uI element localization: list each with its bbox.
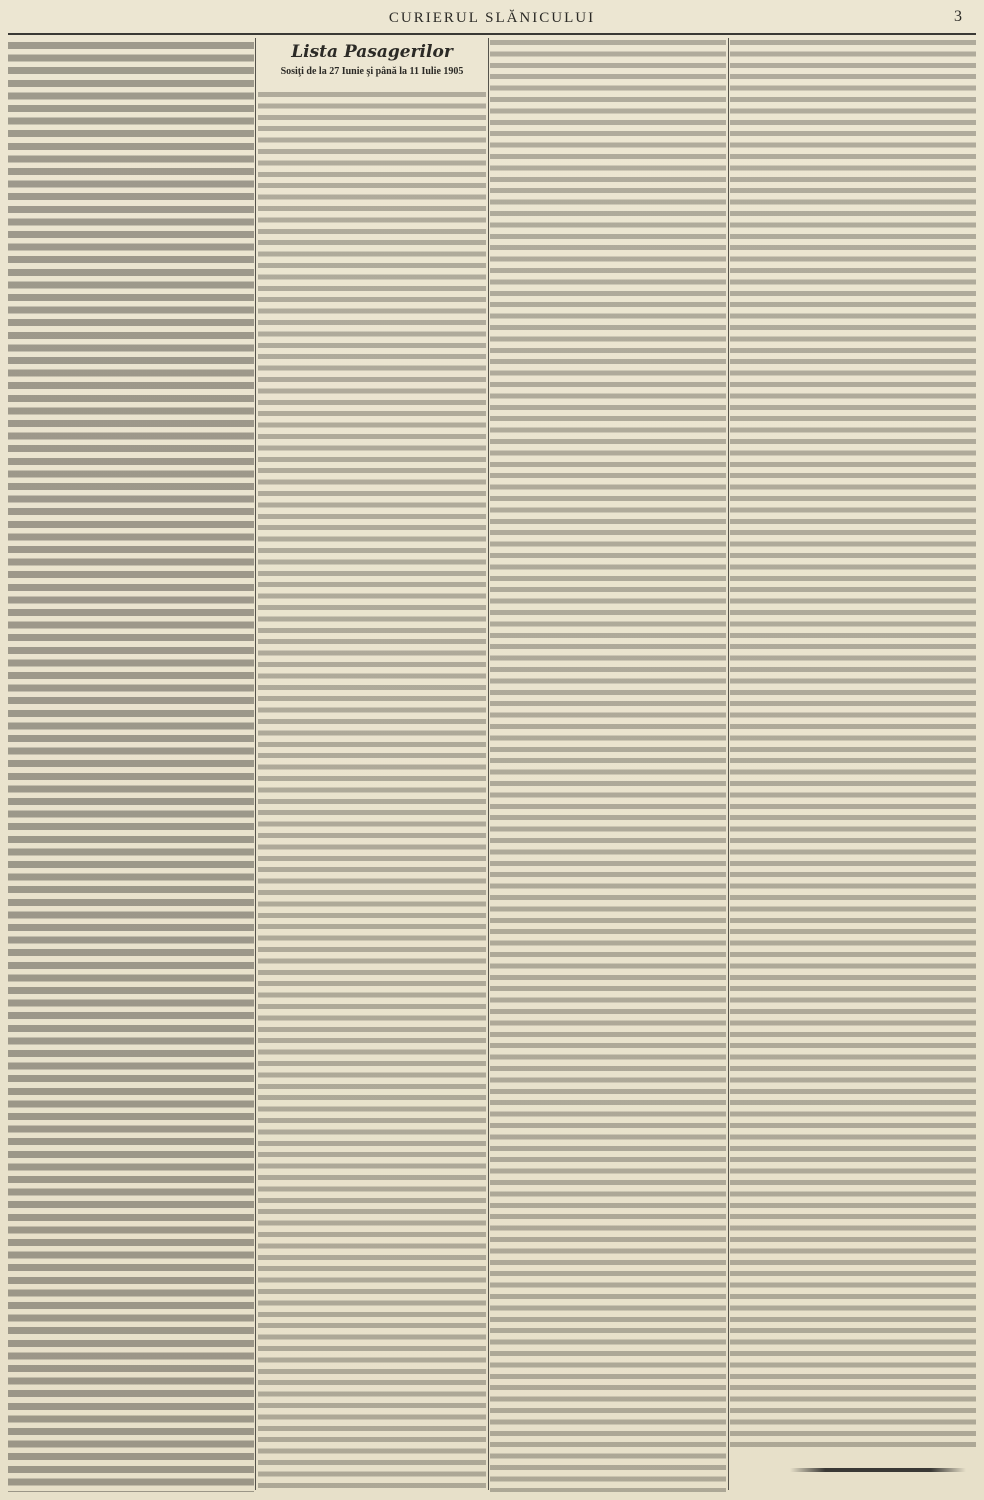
column-divider: [488, 38, 489, 1490]
dense-text-block: [8, 42, 254, 1492]
newspaper-title: CURIERUL SLĂNICULUI: [388, 10, 596, 26]
text-column-2: [258, 40, 486, 1492]
section-title: Lista Pasagerilor: [291, 42, 453, 62]
column-divider: [728, 38, 729, 1490]
header-rule: [8, 33, 976, 35]
passenger-list-block: [730, 40, 976, 1452]
text-column-1: [8, 40, 254, 1492]
section-subtitle: Sosiţi de la 27 Iunie şi până la 11 Iulie 1905: [280, 66, 464, 77]
column-divider: [255, 38, 256, 1490]
text-column-4: [730, 40, 976, 1492]
end-of-list-rule: [790, 1468, 966, 1472]
passenger-list-block: [490, 40, 726, 1492]
text-column-3: [490, 40, 726, 1492]
passenger-list-block: [258, 92, 486, 1492]
page-number: 3: [954, 8, 962, 25]
